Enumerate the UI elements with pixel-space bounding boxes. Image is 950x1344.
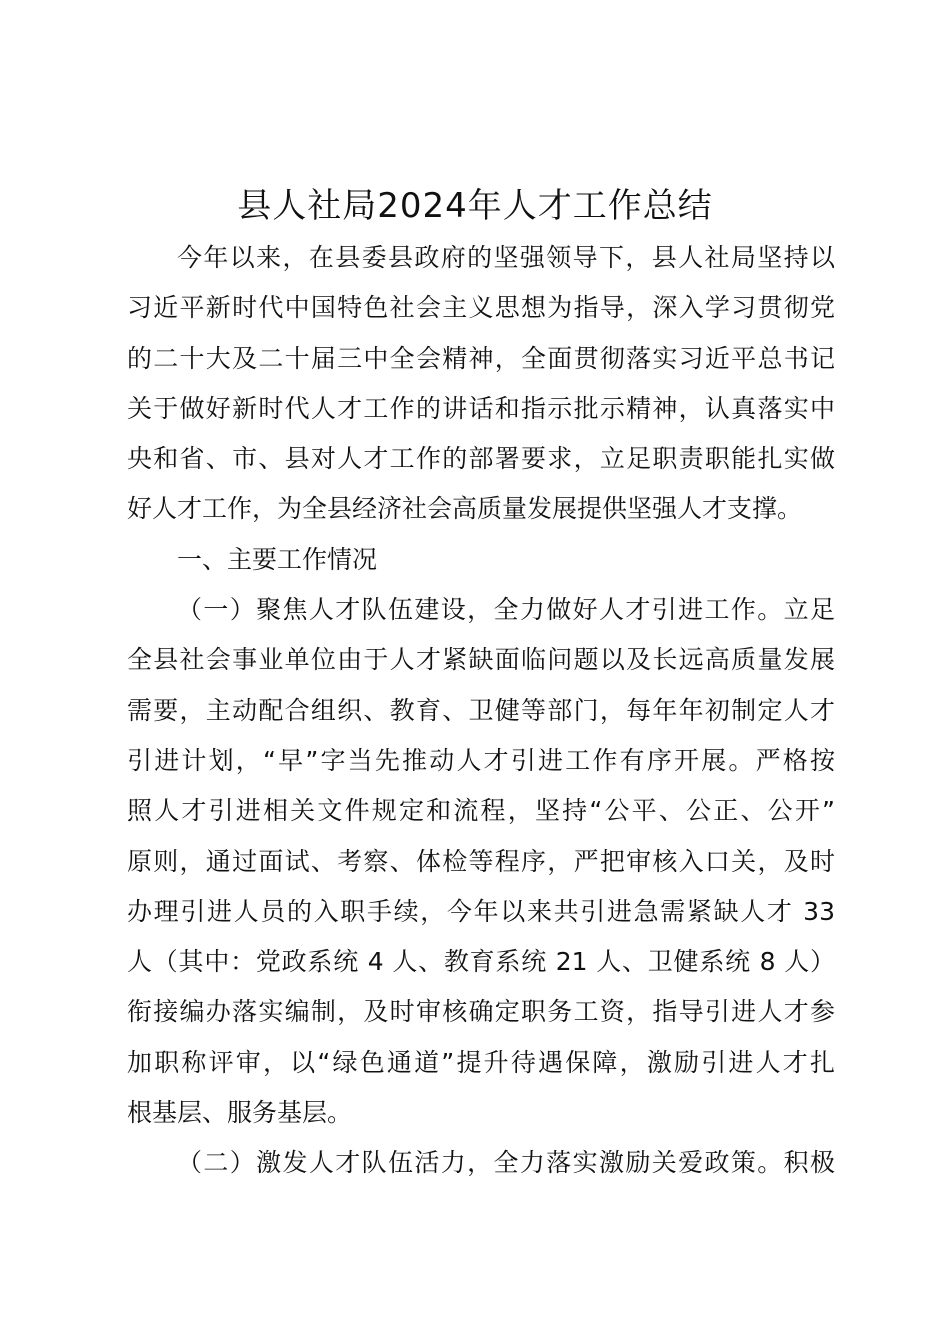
- body-line: 需要，主动配合组织、教育、卫健等部门，每年年初制定人才: [127, 695, 835, 725]
- body-line: 办理引进人员的入职手续，今年以来共引进急需紧缺人才 33: [127, 896, 835, 926]
- body-line: 全县社会事业单位由于人才紧缺面临问题以及长远高质量发展: [127, 645, 835, 675]
- document-title: 县人社局2024年人才工作总结: [237, 186, 713, 226]
- body-line: （二）激发人才队伍活力，全力落实激励关爱政策。积极: [177, 1148, 835, 1178]
- body-line: （一）聚焦人才队伍建设，全力做好人才引进工作。立足: [177, 595, 835, 625]
- body-line: 加职称评审，以“绿色通道”提升待遇保障，激励引进人才扎: [127, 1047, 835, 1077]
- body-line: 引进计划，“早”字当先推动人才引进工作有序开展。严格按: [127, 745, 835, 775]
- document-body: [127, 233, 835, 1189]
- body-line: 衔接编办落实编制，及时审核确定职务工资，指导引进人才参: [127, 997, 835, 1027]
- body-line: 央和省、市、县对人才工作的部署要求，立足职责职能扎实做: [127, 444, 835, 474]
- body-line: 根基层、服务基层。: [127, 1098, 353, 1128]
- body-line: 人（其中：党政系统 4 人、教育系统 21 人、卫健系统 8 人）: [127, 947, 835, 977]
- body-line: 照人才引进相关文件规定和流程，坚持“公平、公正、公开”: [127, 796, 835, 826]
- body-line: 好人才工作，为全县经济社会高质量发展提供坚强人才支撑。: [127, 494, 803, 524]
- body-line: 的二十大及二十届三中全会精神，全面贯彻落实习近平总书记: [127, 343, 835, 373]
- body-line: 习近平新时代中国特色社会主义思想为指导，深入学习贯彻党: [127, 293, 835, 323]
- body-line: 今年以来，在县委县政府的坚强领导下，县人社局坚持以: [177, 243, 835, 272]
- body-line: 关于做好新时代人才工作的讲话和指示批示精神，认真落实中: [127, 393, 835, 423]
- section-heading: 一、主要工作情况: [177, 544, 378, 574]
- body-line: 原则，通过面试、考察、体检等程序，严把审核入口关，及时: [127, 846, 835, 876]
